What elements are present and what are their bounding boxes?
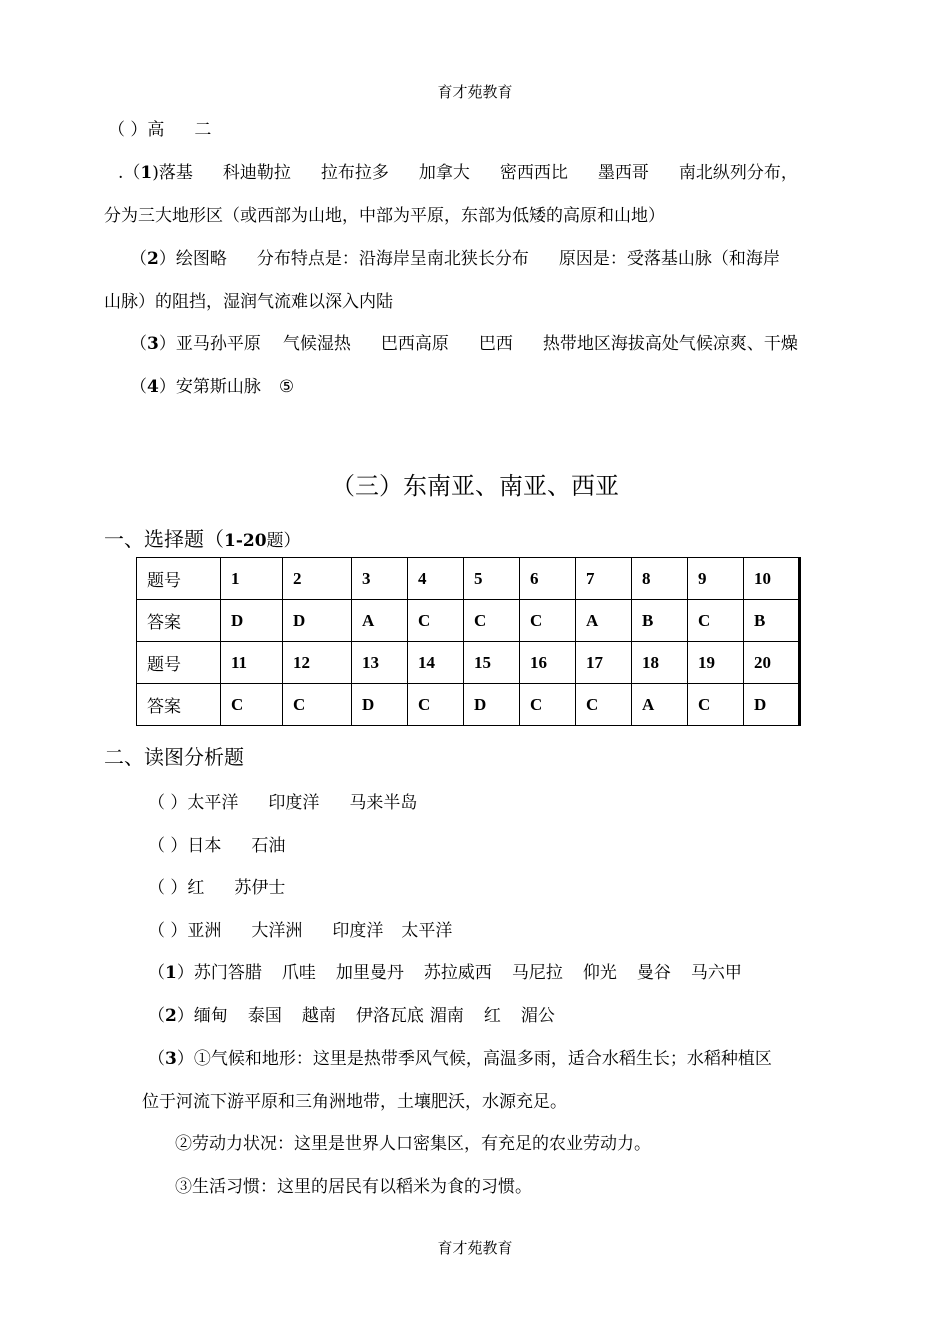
table-cell: 4 [408,558,464,600]
table-cell: 11 [221,642,283,684]
table-cell: D [221,600,283,642]
part2-line-3: （ ）红 苏伊士 [148,878,286,898]
table-cell: C [408,600,464,642]
table-cell: D [744,684,800,726]
table-cell: C [520,600,576,642]
table-cell: C [221,684,283,726]
answer-q3: （3）亚马孙平原 气候湿热 巴西高原 巴西 热带地区海拔高处气候凉爽、干燥 [130,334,798,354]
table-cell: 3 [352,558,408,600]
table-cell: C [576,684,632,726]
part2-line-1: （ ）太平洋 印度洋 马来半岛 [148,793,418,813]
row-label: 答案 [137,600,221,642]
table-cell: C [408,684,464,726]
table-cell: A [632,684,688,726]
table-cell: 6 [520,558,576,600]
table-cell: 16 [520,642,576,684]
table-row [137,600,800,642]
part1-heading: 一、选择题（1-20题） [104,527,301,551]
table-cell: 14 [408,642,464,684]
section-title: （三）东南亚、南亚、西亚 [331,472,619,500]
table-cell: 7 [576,558,632,600]
table-cell: 13 [352,642,408,684]
table-cell: 17 [576,642,632,684]
table-cell: 9 [688,558,744,600]
table-cell: A [352,600,408,642]
row-label: 答案 [137,684,221,726]
answer-q2-cont: 山脉）的阻挡，湿润气流难以深入内陆 [104,292,393,312]
table-cell: 15 [464,642,520,684]
table-cell: B [744,600,800,642]
table-cell: C [688,600,744,642]
answer-table [136,557,801,726]
table-cell: D [283,600,352,642]
part2-line-2: （ ）日本 石油 [148,836,286,856]
page-footer: 育才苑教育 [437,1239,513,1257]
table-cell: 19 [688,642,744,684]
part2-line-6: （2）缅甸 泰国 越南 伊洛瓦底 湄南 红 湄公 [148,1006,555,1026]
answer-q1-cont: 分为三大地形区（或西部为山地，中部为平原，东部为低矮的高原和山地） [104,206,665,226]
row-label: 题号 [137,642,221,684]
table-cell: 2 [283,558,352,600]
table-cell: A [576,600,632,642]
table-cell: 18 [632,642,688,684]
table-row [137,684,800,726]
table-cell: C [464,600,520,642]
table-cell: 10 [744,558,800,600]
table-cell: 5 [464,558,520,600]
part2-line-9: ③生活习惯：这里的居民有以稻米为食的习惯。 [175,1177,532,1197]
table-cell: C [520,684,576,726]
answer-q4: （4）安第斯山脉 ⑤ [130,377,295,397]
table-cell: D [352,684,408,726]
table-cell: B [632,600,688,642]
answer-q1: .（1)落基 科迪勒拉 拉布拉多 加拿大 密西西比 墨西哥 南北纵列分布， [118,163,798,183]
part2-heading: 二、读图分析题 [104,745,244,769]
table-cell: 20 [744,642,800,684]
part2-line-4: （ ）亚洲 大洋洲 印度洋 太平洋 [148,921,453,941]
part2-line-7-cont: 位于河流下游平原和三角洲地带，土壤肥沃，水源充足。 [142,1092,567,1112]
table-cell: D [464,684,520,726]
table-row [137,642,800,684]
answer-line-0: （ ）高 二 [108,120,212,140]
table-cell: 8 [632,558,688,600]
page-header: 育才苑教育 [437,83,513,101]
part2-line-7: （3）①气候和地形：这里是热带季风气候，高温多雨，适合水稻生长；水稻种植区 [148,1049,772,1069]
table-cell: C [688,684,744,726]
part2-line-5: （1）苏门答腊 爪哇 加里曼丹 苏拉威西 马尼拉 仰光 曼谷 马六甲 [148,963,742,983]
table-row [137,558,800,600]
table-cell: 12 [283,642,352,684]
part2-line-8: ②劳动力状况：这里是世界人口密集区，有充足的农业劳动力。 [175,1134,651,1154]
table-cell: C [283,684,352,726]
table-cell: 1 [221,558,283,600]
answer-q2: （2）绘图略 分布特点是：沿海岸呈南北狭长分布 原因是：受落基山脉（和海岸 [130,249,780,269]
row-label: 题号 [137,558,221,600]
